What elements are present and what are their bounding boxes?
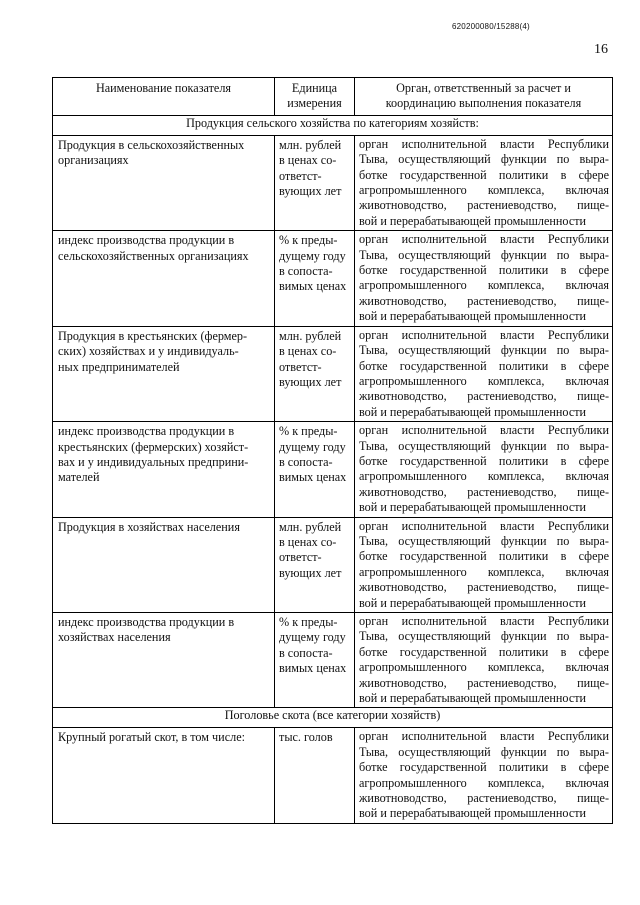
agency-line: орган исполнительной власти Республики xyxy=(359,614,609,628)
unit-cell xyxy=(275,728,355,824)
unit-line: млн. рублей xyxy=(279,328,342,343)
unit-line: дущему году xyxy=(279,248,346,263)
page-number: 16 xyxy=(594,42,608,57)
agency-line: орган исполнительной власти Республики xyxy=(359,232,609,247)
unit-line: вующих лет xyxy=(279,374,342,389)
agency-line: ботке государственной политики в сфере xyxy=(359,358,609,373)
unit-line: тыс. голов xyxy=(279,730,333,745)
indicator-name-line: Крупный рогатый скот, в том числе: xyxy=(58,730,245,745)
agency-line: ботке государственной политики в сфере xyxy=(359,760,609,775)
unit-line: млн. рублей xyxy=(279,137,342,152)
agency-line: орган исполнительной власти Республики xyxy=(359,729,609,744)
agency-line: агропромышленного комплекса, включая xyxy=(359,564,609,579)
section-row xyxy=(53,708,613,728)
responsible-agency-cell xyxy=(355,728,613,824)
agency-line: вой и перерабатывающей промышленности xyxy=(359,691,587,706)
table-row xyxy=(53,613,613,708)
responsible-agency-cell xyxy=(355,613,613,708)
agency-line: агропромышленного комплекса, включая xyxy=(359,183,609,198)
unit-cell xyxy=(275,517,355,612)
agency-line: животноводство, растениеводство, пище- xyxy=(359,293,609,308)
table-row xyxy=(53,422,613,517)
unit-line: в ценах со- xyxy=(279,534,337,549)
unit-line: ответст- xyxy=(279,359,322,374)
indicator-name-line: Продукция в крестьянских (фермер- xyxy=(58,328,248,343)
unit-line: в ценах со- xyxy=(279,153,337,168)
unit-line: дущему году xyxy=(279,439,346,454)
agency-line: вой и перерабатывающей промышленности xyxy=(359,595,587,610)
indicator-name-cell xyxy=(53,613,275,708)
indicator-name-cell xyxy=(53,422,275,517)
indicator-name-line: сельскохозяйственных организациях xyxy=(58,248,249,263)
table-header-row xyxy=(53,78,613,116)
unit-line: вимых ценах xyxy=(279,661,347,676)
unit-cell xyxy=(275,326,355,421)
indicator-name-line: индекс производства продукции в xyxy=(58,424,235,439)
header-text-line: Наименование показателя xyxy=(95,81,232,95)
indicator-name-cell xyxy=(53,231,275,326)
unit-cell xyxy=(275,231,355,326)
agency-line: ботке государственной политики в сфере xyxy=(359,453,609,468)
indicator-name-line: ных предпринимателей xyxy=(58,359,180,374)
header-responsible-agency xyxy=(355,78,613,116)
agency-line: животноводство, растениеводство, пище- xyxy=(359,198,609,213)
indicator-name-line: крестьянских (фермерских) хозяйст- xyxy=(58,439,249,454)
indicator-name-line: ских) хозяйствах и у индивидуаль- xyxy=(58,344,239,359)
agency-line: вой и перерабатывающей промышленности xyxy=(359,500,587,515)
unit-line: вующих лет xyxy=(279,184,342,199)
agency-line: вой и перерабатывающей промышленности xyxy=(359,404,587,419)
agency-line: животноводство, растениеводство, пище- xyxy=(359,675,609,690)
header-text-line: координацию выполнения показателя xyxy=(385,96,582,111)
header-indicator-name xyxy=(53,78,275,116)
agency-line: Тыва, осуществляющий функции по выра- xyxy=(359,247,609,262)
unit-line: в сопоста- xyxy=(279,454,333,469)
table-row xyxy=(53,517,613,612)
agency-line: животноводство, растениеводство, пище- xyxy=(359,389,609,404)
agency-line: агропромышленного комплекса, включая xyxy=(359,660,609,675)
responsible-agency-cell xyxy=(355,517,613,612)
agency-line: вой и перерабатывающей промышленности xyxy=(359,309,587,324)
indicator-name-line: хозяйствах населения xyxy=(58,630,171,645)
agency-line: ботке государственной политики в сфере xyxy=(359,549,609,564)
section-row xyxy=(53,115,613,135)
unit-line: % к преды- xyxy=(279,615,338,629)
unit-line: млн. рублей xyxy=(279,519,342,534)
indicator-name-cell xyxy=(53,517,275,612)
unit-line: в сопоста- xyxy=(279,645,333,660)
indicator-name-line: вах и у индивидуальных предприни- xyxy=(58,454,249,469)
unit-line: вимых ценах xyxy=(279,470,347,485)
indicator-name-line: индекс производства продукции в xyxy=(58,233,235,248)
agency-line: агропромышленного комплекса, включая xyxy=(359,278,609,293)
section-title: Продукция сельского хозяйства по категориям хозяйств: xyxy=(53,115,613,135)
unit-line: ответст- xyxy=(279,550,322,565)
unit-line: в сопоста- xyxy=(279,264,333,279)
header-text-line: измерения xyxy=(287,96,342,111)
indicators-table xyxy=(52,77,613,824)
header-unit xyxy=(275,78,355,116)
indicator-name-line: организациях xyxy=(58,153,129,168)
unit-line: % к преды- xyxy=(279,424,338,439)
agency-line: агропромышленного комплекса, включая xyxy=(359,373,609,388)
responsible-agency-cell xyxy=(355,231,613,326)
indicator-name-line: индекс производства продукции в xyxy=(58,615,235,629)
unit-cell xyxy=(275,135,355,230)
agency-line: орган исполнительной власти Республики xyxy=(359,423,609,438)
agency-line: Тыва, осуществляющий функции по выра- xyxy=(359,343,609,358)
table-row xyxy=(53,728,613,824)
indicator-name-line: мателей xyxy=(58,470,100,485)
agency-line: животноводство, растениеводство, пище- xyxy=(359,484,609,499)
agency-line: орган исполнительной власти Республики xyxy=(359,136,609,151)
section-title: Поголовье скота (все категории хозяйств) xyxy=(53,708,613,728)
agency-line: Тыва, осуществляющий функции по выра- xyxy=(359,629,609,644)
table-row xyxy=(53,326,613,421)
responsible-agency-cell xyxy=(355,326,613,421)
agency-line: орган исполнительной власти Республики xyxy=(359,327,609,342)
indicator-name-cell xyxy=(53,135,275,230)
responsible-agency-cell xyxy=(355,422,613,517)
agency-line: ботке государственной политики в сфере xyxy=(359,263,609,278)
agency-line: Тыва, осуществляющий функции по выра- xyxy=(359,438,609,453)
agency-line: Тыва, осуществляющий функции по выра- xyxy=(359,744,609,759)
responsible-agency-cell xyxy=(355,135,613,230)
header-text-line: Единица xyxy=(291,81,338,95)
unit-line: вимых ценах xyxy=(279,279,347,294)
agency-line: Тыва, осуществляющий функции по выра- xyxy=(359,152,609,167)
indicator-name-cell xyxy=(53,326,275,421)
agency-line: агропромышленного комплекса, включая xyxy=(359,469,609,484)
agency-line: ботке государственной политики в сфере xyxy=(359,644,609,659)
agency-line: вой и перерабатывающей промышленности xyxy=(359,806,587,821)
agency-line: орган исполнительной власти Республики xyxy=(359,518,609,533)
header-text-line: Орган, ответственный за расчет и xyxy=(396,81,571,95)
table-row xyxy=(53,135,613,230)
unit-cell xyxy=(275,613,355,708)
unit-cell xyxy=(275,422,355,517)
table-row xyxy=(53,231,613,326)
agency-line: ботке государственной политики в сфере xyxy=(359,167,609,182)
agency-line: животноводство, растениеводство, пище- xyxy=(359,580,609,595)
unit-line: вующих лет xyxy=(279,565,342,580)
agency-line: Тыва, осуществляющий функции по выра- xyxy=(359,533,609,548)
unit-line: ответст- xyxy=(279,168,322,183)
unit-line: % к преды- xyxy=(279,233,338,248)
indicator-name-line: Продукция в хозяйствах населения xyxy=(58,519,240,534)
agency-line: вой и перерабатывающей промышленности xyxy=(359,213,587,228)
agency-line: агропромышленного комплекса, включая xyxy=(359,775,609,790)
indicator-name-cell xyxy=(53,728,275,824)
indicator-name-line: Продукция в сельскохозяйственных xyxy=(58,137,245,152)
unit-line: в ценах со- xyxy=(279,344,337,359)
unit-line: дущему году xyxy=(279,630,346,645)
agency-line: животноводство, растениеводство, пище- xyxy=(359,791,609,806)
document-id: 620200080/15288(4) xyxy=(452,22,530,31)
